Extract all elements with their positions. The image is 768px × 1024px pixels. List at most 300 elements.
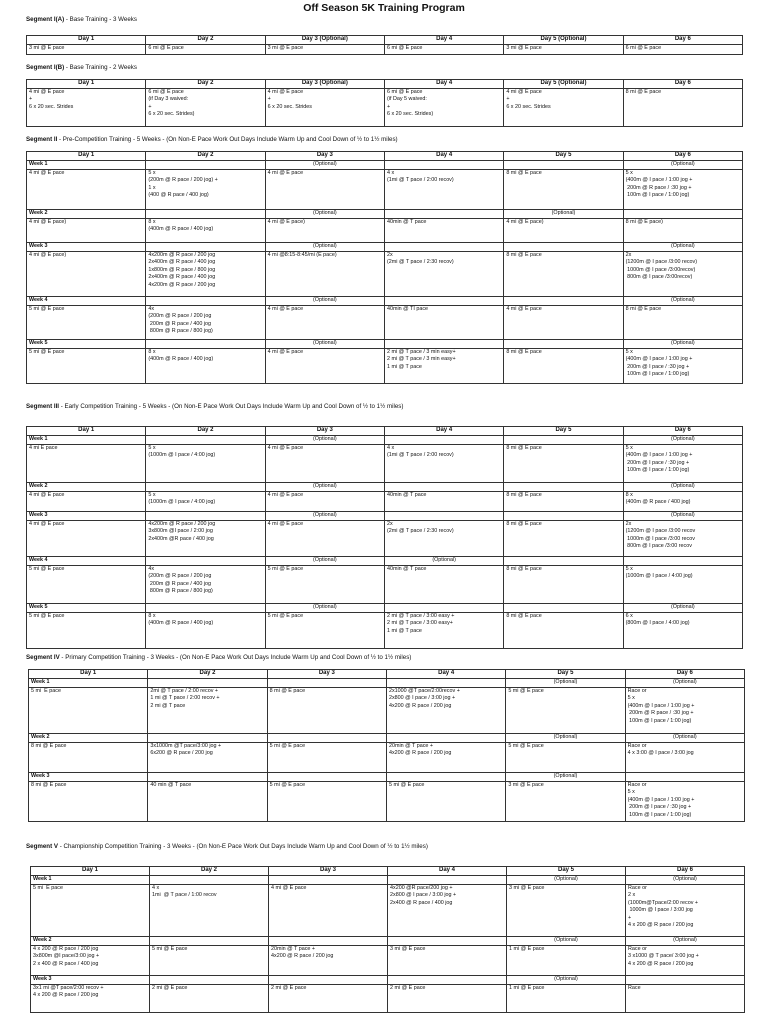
workout-cell: 3 mi @ E pace — [388, 946, 507, 976]
workout-cell: 5 mi E pace — [31, 885, 150, 937]
workout-cell: 8 mi @ E pace — [623, 89, 742, 127]
optional-marker: (Optional) — [265, 243, 384, 252]
workout-cell: 4 x (1mi @ T pace / 2:00 recov) — [384, 445, 503, 483]
optional-marker: (Optional) — [625, 679, 744, 688]
workout-cell: 4x (200m @ R pace / 200 jog 200m @ R pace / 400 jog 800m @ R pace / 800 jog) — [146, 306, 265, 340]
optional-marker: (Optional) — [626, 876, 745, 885]
workout-cell: 2 mi @ T pace / 3:00 easy + 2 mi @ T pace / 3:00 easy+ 1 mi @ T pace — [384, 613, 503, 649]
segment-1-table — [26, 35, 743, 55]
empty-cell — [386, 679, 505, 688]
week-header-row — [27, 243, 743, 252]
optional-marker: (Optional) — [623, 604, 742, 613]
empty-cell — [386, 773, 505, 782]
workout-cell: 8 mi @ E pace — [504, 170, 623, 210]
optional-marker: (Optional) — [623, 340, 742, 349]
empty-cell — [146, 340, 265, 349]
week-label: Week 3 — [29, 773, 148, 782]
week-header-row — [31, 876, 745, 885]
workout-cell: 4 mi @ E pace — [27, 170, 146, 210]
workout-cell: 8 mi @ E pace) — [623, 219, 742, 243]
workout-cell: 8 mi @ E pace — [504, 252, 623, 297]
day-header: Day 5 — [506, 670, 625, 679]
segment-2-heading — [26, 64, 137, 71]
week-header-row — [27, 340, 743, 349]
workout-row — [31, 885, 745, 937]
workout-cell: 4 mi @ E pace — [265, 492, 384, 512]
workout-cell: 40 min @ T pace — [148, 782, 267, 822]
segment-description: - Base Training - 2 Weeks — [64, 64, 137, 71]
day-header: Day 1 — [27, 36, 146, 45]
optional-marker: (Optional) — [507, 937, 626, 946]
workout-cell: 4 mi E pace — [27, 445, 146, 483]
workout-cell: 6 mi @ E pace — [384, 45, 503, 55]
segment-name: Segment IV — [26, 654, 60, 661]
day-header: Day 6 — [623, 427, 742, 436]
optional-marker: (Optional) — [623, 297, 742, 306]
week-label: Week 3 — [27, 243, 146, 252]
workout-cell: 8 mi @ E pace — [504, 349, 623, 384]
week-header-row — [29, 773, 745, 782]
empty-cell — [146, 161, 265, 170]
workout-row — [27, 45, 743, 55]
empty-cell — [267, 773, 386, 782]
workout-cell: 4 mi @ E pace + 6 x 20 sec. Strides — [504, 89, 623, 127]
workout-cell: 8 mi @ E pace — [504, 492, 623, 512]
workout-cell: 4 mi @ E pace — [265, 349, 384, 384]
workout-cell: 5 mi @ E pace — [27, 306, 146, 340]
workout-row — [27, 445, 743, 483]
segment-description: - Championship Competition Training - 3 Weeks - (On Non-E Pace Work Out Days Include Warm Up and Cool Down of ½ to 1½ miles) — [57, 843, 428, 850]
empty-cell — [146, 436, 265, 445]
day-header: Day 5 — [504, 152, 623, 161]
week-label: Week 5 — [27, 604, 146, 613]
day-header: Day 5 — [507, 867, 626, 876]
workout-cell: 3 mi @ E pace — [265, 45, 384, 55]
day-header: Day 6 — [623, 80, 742, 89]
empty-cell — [146, 557, 265, 566]
empty-cell — [623, 557, 742, 566]
segment-1-heading — [26, 16, 137, 23]
workout-cell: 4 x 200 @ R pace / 200 jog 3x800m @I pace/3:00 jog + 2 x 400 @ R pace / 400 jog — [31, 946, 150, 976]
workout-cell: 4 mi @ E pace — [27, 492, 146, 512]
day-header: Day 5 — [504, 427, 623, 436]
workout-row — [29, 743, 745, 773]
empty-cell — [504, 512, 623, 521]
segment-description: - Early Competition Training - 5 Weeks - (On Non-E Pace Work Out Days Include Warm Up and Cool Down of ½ to 1½ miles) — [59, 403, 404, 410]
day-header: Day 4 — [388, 867, 507, 876]
workout-cell: 3 mi @ E pace — [504, 45, 623, 55]
workout-cell: 5 mi @ E pace — [386, 782, 505, 822]
day-header-row — [27, 427, 743, 436]
empty-cell — [146, 243, 265, 252]
empty-cell — [384, 243, 503, 252]
week-label: Week 5 — [27, 340, 146, 349]
workout-cell: 8 mi @ E pace — [504, 566, 623, 604]
empty-cell — [146, 210, 265, 219]
workout-row — [27, 306, 743, 340]
optional-marker: (Optional) — [265, 340, 384, 349]
workout-cell: 4 mi @ E pace) — [265, 219, 384, 243]
week-header-row — [31, 937, 745, 946]
week-label: Week 2 — [29, 734, 148, 743]
workout-cell: Race or 3 x1000 @ T pace/ 3:00 jog + 4 x 200 @ R pace / 200 jog — [626, 946, 745, 976]
workout-cell: 5 mi @ E pace — [265, 613, 384, 649]
segment-6-heading — [26, 843, 428, 850]
workout-cell: 5 mi @ E pace — [27, 613, 146, 649]
segment-6-table — [30, 866, 745, 1013]
workout-row — [27, 492, 743, 512]
workout-cell: 4 mi @ E pace) — [27, 252, 146, 297]
day-header-row — [29, 670, 745, 679]
segment-name: Segment III — [26, 403, 60, 410]
workout-cell: 8 mi @ E pace — [504, 445, 623, 483]
optional-marker: (Optional) — [623, 436, 742, 445]
empty-cell — [384, 604, 503, 613]
workout-row — [29, 688, 745, 734]
segment-name: Segment V — [26, 843, 58, 850]
optional-marker: (Optional) — [265, 604, 384, 613]
workout-cell: 5 mi @ E pace — [506, 688, 625, 734]
day-header: Day 6 — [623, 152, 742, 161]
workout-cell: 4 x 1mi @ T pace / 1:00 recov — [150, 885, 269, 937]
empty-cell — [384, 297, 503, 306]
segment-name: Segment II — [26, 136, 58, 143]
workout-cell: 2x1000 @T pace/2:00recov + 2x800 @ I pace / 3:00 jog + 4x200 @ R pace / 200 jog — [386, 688, 505, 734]
workout-cell: 5 mi @ E pace — [506, 743, 625, 773]
workout-cell: 4 mi @ E pace) — [504, 219, 623, 243]
workout-cell: 6 mi @ E pace (if Day 3 waived: + 6 x 20 sec. Strides) — [146, 89, 265, 127]
week-header-row — [27, 297, 743, 306]
workout-cell: 8 x (400m @ R pace / 400 jog) — [623, 492, 742, 512]
workout-cell: Race or 5 x (400m @ I pace / 1:00 jog + 200m @ I pace / :30 jog + 100m @ I pace / 1:00 jog) — [625, 782, 744, 822]
workout-cell: Race — [626, 985, 745, 1013]
optional-marker: (Optional) — [623, 483, 742, 492]
week-header-row — [27, 161, 743, 170]
day-header: Day 6 — [623, 36, 742, 45]
workout-cell: 5 x (1000m @ I pace / 4:00 jog) — [623, 566, 742, 604]
workout-row — [29, 782, 745, 822]
workout-cell: 2 mi @ T pace / 3 min easy+ 2 mi @ T pace / 3 min easy+ 1 mi @ T pace — [384, 349, 503, 384]
workout-cell: 5 mi @ E pace — [27, 566, 146, 604]
workout-cell: 6 x (800m @ I pace / 4:00 jog) — [623, 613, 742, 649]
empty-cell — [384, 512, 503, 521]
workout-cell: 20min @ T pace + 4x200 @ R pace / 200 jog — [386, 743, 505, 773]
workout-row — [27, 349, 743, 384]
optional-marker: (Optional) — [265, 210, 384, 219]
workout-cell: 40min @ T pace — [384, 219, 503, 243]
day-header: Day 1 — [27, 152, 146, 161]
optional-marker: (Optional) — [625, 734, 744, 743]
week-header-row — [27, 210, 743, 219]
empty-cell — [148, 773, 267, 782]
day-header: Day 1 — [29, 670, 148, 679]
empty-cell — [269, 876, 388, 885]
workout-cell: Race or 4 x 3:00 @ I pace / 3:00 jog — [625, 743, 744, 773]
empty-cell — [269, 937, 388, 946]
workout-cell: 3x1000m @T pace/3:00 jog + 6x200 @ R pace / 200 jog — [148, 743, 267, 773]
workout-cell: 8 mi @ E pace — [623, 306, 742, 340]
segment-3-heading — [26, 136, 398, 143]
optional-marker: (Optional) — [507, 976, 626, 985]
empty-cell — [148, 734, 267, 743]
workout-cell: 5 mi @ E pace — [267, 743, 386, 773]
segment-2-table — [26, 79, 743, 127]
optional-marker: (Optional) — [265, 297, 384, 306]
workout-cell: 40min @ T pace — [384, 492, 503, 512]
week-header-row — [29, 679, 745, 688]
segment-5-table — [28, 669, 745, 822]
optional-marker: (Optional) — [384, 557, 503, 566]
optional-marker: (Optional) — [506, 734, 625, 743]
empty-cell — [146, 604, 265, 613]
workout-row — [31, 946, 745, 976]
optional-marker: (Optional) — [623, 512, 742, 521]
workout-row — [27, 89, 743, 127]
workout-row — [27, 170, 743, 210]
optional-marker: (Optional) — [265, 436, 384, 445]
week-label: Week 1 — [31, 876, 150, 885]
week-header-row — [27, 436, 743, 445]
day-header: Day 5 (Optional) — [504, 80, 623, 89]
workout-cell: 4 mi @ E pace) — [27, 219, 146, 243]
day-header: Day 2 — [148, 670, 267, 679]
week-header-row — [29, 734, 745, 743]
week-label: Week 1 — [27, 161, 146, 170]
empty-cell — [269, 976, 388, 985]
workout-cell: 4 mi @ E pace + 6 x 20 sec. Strides — [265, 89, 384, 127]
week-label: Week 2 — [27, 210, 146, 219]
segment-name: Segment I(A) — [26, 16, 65, 23]
empty-cell — [625, 773, 744, 782]
workout-cell: 3 mi @ E pace — [506, 782, 625, 822]
day-header-row — [27, 80, 743, 89]
workout-cell: 4 mi @ E pace + 6 x 20 sec. Strides — [27, 89, 146, 127]
empty-cell — [388, 976, 507, 985]
optional-marker: (Optional) — [507, 876, 626, 885]
workout-cell: 1 mi @ E pace — [507, 985, 626, 1013]
workout-row — [27, 521, 743, 557]
optional-marker: (Optional) — [265, 512, 384, 521]
optional-marker: (Optional) — [506, 773, 625, 782]
segment-description: - Base Training - 3 Weeks — [64, 16, 137, 23]
workout-cell: 5 x (400m @ I pace / 1:00 jog + 200m @ I pace / :30 jog + 100m @ I pace / 1:00 jog) — [623, 445, 742, 483]
workout-cell: 3 mi @ E pace — [507, 885, 626, 937]
workout-cell: 4x (200m @ R pace / 200 jog 200m @ R pace / 400 jog 800m @ R pace / 800 jog) — [146, 566, 265, 604]
day-header: Day 4 — [384, 152, 503, 161]
workout-cell: 5 mi @ E pace — [150, 946, 269, 976]
segment-description: - Primary Competition Training - 3 Weeks - (On Non-E Pace Work Out Days Include Warm Up and Cool Down of ½ to 1½ miles) — [59, 654, 412, 661]
workout-cell: 4 mi @ E pace — [265, 306, 384, 340]
week-label: Week 4 — [27, 297, 146, 306]
workout-row — [31, 985, 745, 1013]
day-header: Day 1 — [27, 427, 146, 436]
workout-cell: 5 mi E pace — [29, 688, 148, 734]
week-header-row — [27, 604, 743, 613]
optional-marker: (Optional) — [504, 210, 623, 219]
week-label: Week 1 — [27, 436, 146, 445]
day-header: Day 4 — [384, 80, 503, 89]
empty-cell — [384, 161, 503, 170]
empty-cell — [150, 976, 269, 985]
day-header: Day 3 — [265, 427, 384, 436]
empty-cell — [146, 483, 265, 492]
workout-cell: 6 mi @ E pace — [146, 45, 265, 55]
empty-cell — [146, 297, 265, 306]
workout-row — [27, 566, 743, 604]
day-header-row — [27, 36, 743, 45]
workout-cell: 6 mi @ E pace — [623, 45, 742, 55]
workout-cell: 5 x (400m @ I pace / 1:00 jog + 200m @ I pace / :30 jog + 100m @ I pace / 1:00 jog) — [623, 349, 742, 384]
workout-row — [27, 252, 743, 297]
workout-cell: 2mi @ T pace / 2:00 recov + 1 mi @ T pace / 2:00 recov + 2 mi @ T pace — [148, 688, 267, 734]
optional-marker: (Optional) — [623, 161, 742, 170]
workout-cell: Race or 5 x (400m @ I pace / 1:00 jog + 200m @ R pace / :30 jog + 100m @ I pace / 1:00 jog) — [625, 688, 744, 734]
workout-cell: 8 x (400m @ R pace / 400 jog) — [146, 349, 265, 384]
workout-row — [27, 219, 743, 243]
workout-cell: 4 mi @ E pace — [265, 445, 384, 483]
week-label: Week 2 — [31, 937, 150, 946]
empty-cell — [504, 436, 623, 445]
document-title: Off Season 5K Training Program — [303, 2, 465, 14]
workout-cell: 4x200m @ R pace / 200 jog 2x400m @ R pace / 400 jog 1x800m @ R pace / 800 jog 2x400m @ R pace / 400 jog 4x200m @ R pace / 200 jog — [146, 252, 265, 297]
workout-cell: 8 x (400m @ R pace / 400 jog) — [146, 219, 265, 243]
day-header: Day 1 — [31, 867, 150, 876]
workout-cell: 5 x (1000m @ I pace / 4:00 jog) — [146, 492, 265, 512]
week-label: Week 3 — [27, 512, 146, 521]
workout-cell: 4x200 @R pace/200 jog + 2x800 @ I pace / 3:00 jog + 2x400 @ R pace / 400 jog — [388, 885, 507, 937]
workout-cell: 4 x (1mi @ T pace / 2:00 recov) — [384, 170, 503, 210]
workout-cell: Race or 2 x (1000m@Tpace/2:00 recov + 1000m @ I pace / 3:00 jog + 4 x 200 @ R pace / 200 jog — [626, 885, 745, 937]
empty-cell — [384, 436, 503, 445]
empty-cell — [148, 679, 267, 688]
workout-cell: 4 mi @ E pace — [27, 521, 146, 557]
day-header: Day 2 — [150, 867, 269, 876]
workout-cell: 2x (2mi @ T pace / 2:30 recov) — [384, 521, 503, 557]
day-header: Day 3 — [265, 152, 384, 161]
workout-cell: 8 mi @ E pace — [504, 521, 623, 557]
day-header: Day 3 (Optional) — [265, 36, 384, 45]
empty-cell — [384, 340, 503, 349]
workout-cell: 4 mi @ E pace — [269, 885, 388, 937]
workout-cell: 4x200m @ R pace / 200 jog 3x800m @I pace / 2:00 jog 2x400m @R pace / 400 jog — [146, 521, 265, 557]
optional-marker: (Optional) — [506, 679, 625, 688]
workout-cell: 3x1 mi @T pace/2:00 recov + 4 x 200 @ R pace / 200 jog — [31, 985, 150, 1013]
workout-cell: 4 mi @8:15-8:45/mi (E pace) — [265, 252, 384, 297]
empty-cell — [504, 557, 623, 566]
day-header: Day 3 — [267, 670, 386, 679]
workout-cell: 6 mi @ E pace (if Day 5 waived: + 6 x 20 sec. Strides) — [384, 89, 503, 127]
optional-marker: (Optional) — [623, 243, 742, 252]
empty-cell — [388, 876, 507, 885]
workout-cell: 40min @ TI pace — [384, 306, 503, 340]
workout-cell: 5 mi @ E pace — [265, 566, 384, 604]
workout-cell: 8 mi @ E pace — [29, 743, 148, 773]
optional-marker: (Optional) — [265, 557, 384, 566]
day-header: Day 2 — [146, 80, 265, 89]
segment-4-table — [26, 426, 743, 649]
week-header-row — [27, 512, 743, 521]
empty-cell — [504, 161, 623, 170]
segment-3-table — [26, 151, 743, 384]
workout-cell: 4 mi @ E pace — [265, 521, 384, 557]
segment-description: - Pre-Competition Training - 5 Weeks - (On Non-E Pace Work Out Days Include Warm Up and Cool Down of ½ to 1½ miles) — [57, 136, 398, 143]
week-label: Week 2 — [27, 483, 146, 492]
empty-cell — [504, 604, 623, 613]
day-header: Day 6 — [626, 867, 745, 876]
workout-cell: 5 x (200m @ R pace / 200 jog) + 1 x (400 @ R pace / 400 jog) — [146, 170, 265, 210]
empty-cell — [146, 512, 265, 521]
day-header: Day 1 — [27, 80, 146, 89]
empty-cell — [150, 876, 269, 885]
empty-cell — [384, 483, 503, 492]
empty-cell — [384, 210, 503, 219]
workout-cell: 3 mi @ E pace — [27, 45, 146, 55]
empty-cell — [504, 297, 623, 306]
optional-marker: (Optional) — [265, 161, 384, 170]
day-header: Day 3 (Optional) — [265, 80, 384, 89]
day-header: Day 5 (Optional) — [504, 36, 623, 45]
empty-cell — [504, 340, 623, 349]
empty-cell — [504, 483, 623, 492]
empty-cell — [386, 734, 505, 743]
workout-cell: 2 mi @ E pace — [150, 985, 269, 1013]
workout-cell: 40min @ T pace — [384, 566, 503, 604]
day-header: Day 4 — [386, 670, 505, 679]
workout-cell: 8 x (400m @ R pace / 400 jog) — [146, 613, 265, 649]
week-label: Week 1 — [29, 679, 148, 688]
workout-cell: 8 mi @ E pace — [267, 688, 386, 734]
day-header: Day 2 — [146, 152, 265, 161]
day-header: Day 4 — [384, 36, 503, 45]
empty-cell — [267, 734, 386, 743]
week-header-row — [31, 976, 745, 985]
workout-cell: 2 mi @ E pace — [269, 985, 388, 1013]
workout-cell: 5 x (400m @ I pace / 1:00 jog + 200m @ R pace / :30 jog + 100m @ I pace / 1:00 jog) — [623, 170, 742, 210]
workout-cell: 5 x (1000m @ I pace / 4:00 jog) — [146, 445, 265, 483]
empty-cell — [150, 937, 269, 946]
empty-cell — [504, 243, 623, 252]
workout-cell: 1 mi @ E pace — [507, 946, 626, 976]
workout-cell: 2x (1200m @ I pace /3:00 recov) 1000m @ I pace /3:00recov) 800m @ I pace /3:00recov) — [623, 252, 742, 297]
workout-cell: 2x (2mi @ T pace / 2:30 recov) — [384, 252, 503, 297]
workout-cell: 5 mi @ E pace — [267, 782, 386, 822]
segment-5-heading — [26, 654, 411, 661]
week-header-row — [27, 483, 743, 492]
workout-row — [27, 613, 743, 649]
empty-cell — [626, 976, 745, 985]
day-header-row — [27, 152, 743, 161]
day-header: Day 3 — [269, 867, 388, 876]
segment-name: Segment I(B) — [26, 64, 65, 71]
empty-cell — [388, 937, 507, 946]
workout-cell: 20min @ T pace + 4x200 @ R pace / 200 jog — [269, 946, 388, 976]
empty-cell — [267, 679, 386, 688]
day-header: Day 2 — [146, 36, 265, 45]
workout-cell: 2x (1200m @ I pace /3:00 recov 1000m @ I pace /3:00 recov 800m @ I pace /3:00 recov — [623, 521, 742, 557]
day-header: Day 4 — [384, 427, 503, 436]
segment-4-heading — [26, 403, 403, 410]
workout-cell: 4 mi @ E pace — [504, 306, 623, 340]
empty-cell — [623, 210, 742, 219]
day-header-row — [31, 867, 745, 876]
workout-cell: 8 mi @ E pace — [29, 782, 148, 822]
day-header: Day 6 — [625, 670, 744, 679]
week-header-row — [27, 557, 743, 566]
workout-cell: 4 mi @ E pace — [265, 170, 384, 210]
week-label: Week 4 — [27, 557, 146, 566]
optional-marker: (Optional) — [265, 483, 384, 492]
workout-cell: 8 mi @ E pace — [504, 613, 623, 649]
